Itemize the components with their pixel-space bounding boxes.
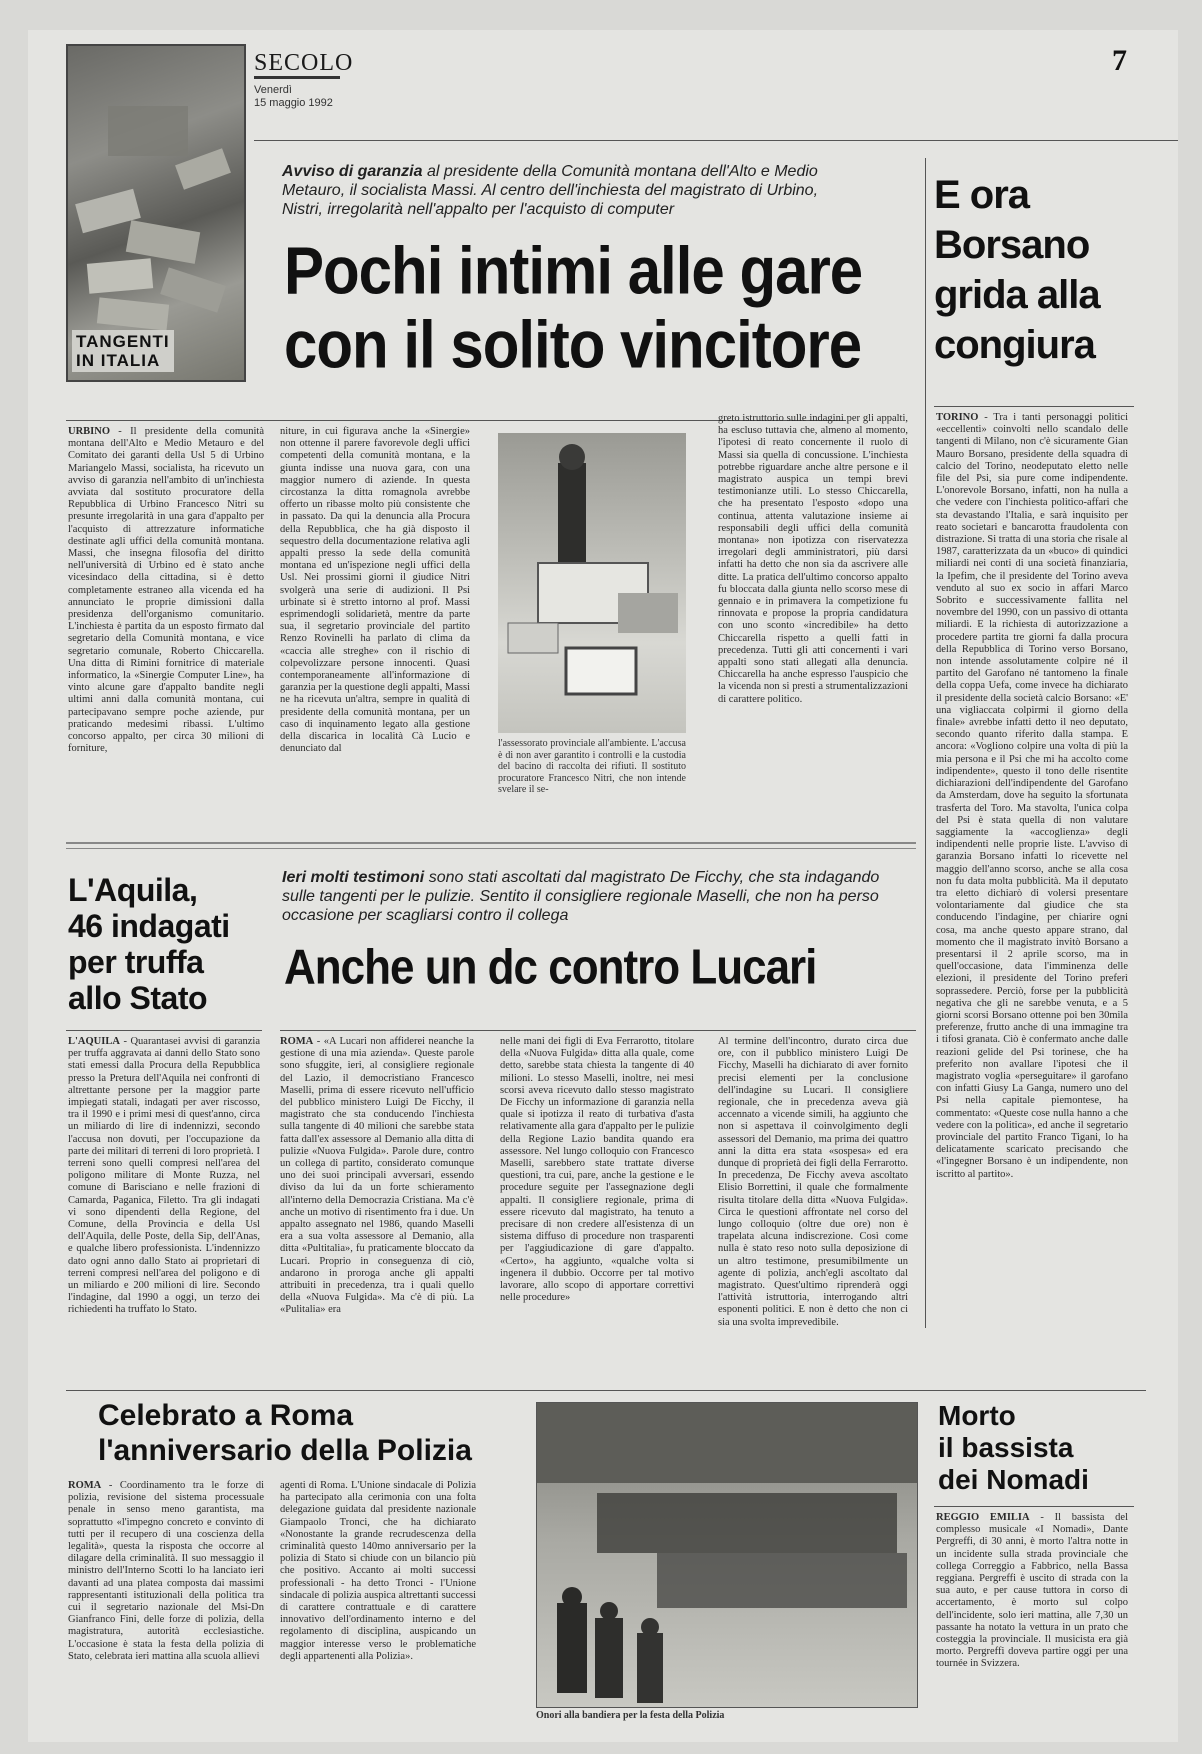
article1-kicker-lead: Avviso di garanzia xyxy=(282,163,423,180)
article6-top-rule xyxy=(934,1506,1134,1507)
article4-column-1 xyxy=(280,1036,474,1376)
computer-office-illustration xyxy=(498,433,686,733)
article6-headline-line2: il bassista xyxy=(938,1432,1074,1463)
right-column-rule xyxy=(925,158,926,1328)
article3-headline-line3: per truffa xyxy=(68,944,204,980)
article1-dateline: URBINO xyxy=(68,426,111,437)
police-parade-photo xyxy=(536,1402,918,1708)
police-parade-illustration xyxy=(537,1403,917,1707)
article2-headline-line1: E ora xyxy=(934,173,1030,217)
article6-dateline: REGGIO EMILIA xyxy=(936,1512,1030,1523)
mid-separator-rule-2 xyxy=(66,848,916,849)
article4-column-2: nelle mani dei figli di Eva Ferrarotto, titolare della «Nuova Fulgida» ditta alla quale, come detto, sarebbe stata chiesta la tangente di 40 milioni. Lo stesso Maselli, inoltre, nei mesi scorsi aveva ricevuto dallo stesso magistrato De Ficchy un informazione di garanzia nella quale si ipotizza il reato di turbativa d'asta relativamente alla gara d'appalto per le pulizie della Regione Lazio bandita quando era assessore. Nel lungo colloquio con Francesco Maselli, sarebbero state trattate diverse questioni, tra cui, pare, anche la gestione e le procedure seguite per l'assegnazione degli appalti. Il consigliere regionale, prima di essere ricevuto dal magistrato, ha tenuto a precisare di non credere all'esistenza di un sistema diffuso di procedure non trasparenti per l'aggiudicazione di gare d'appalto. «Certo», ha aggiunto, «qualche volta si ingenera il dubbio. Occorre per tal motivo lavorare, allo scopo di apportare correttivi nelle procedure» xyxy=(500,1036,694,1304)
section-label xyxy=(72,330,174,372)
article2-headline-line4: congiura xyxy=(934,323,1095,367)
article1-headline xyxy=(284,234,862,382)
newspaper-page xyxy=(28,30,1178,1742)
article2-headline-line2: Borsano xyxy=(934,223,1090,267)
article1-column-4: greto istruttorio sulle indagini per gli appalti, ha escluso tuttavia che, almeno al momento, l'ipotesi di reato concernente il ruolo di Massi sia quella di concussione. L'inchiesta potrebbe riguardare anche altre persone e il magistrato auspica un tempi brevi testimonianze utili. Lo stesso Chiccarella, che ha presentato l'esposto «dopo una continua, attenta valutazione insieme ai responsabili degli uffici della comunità montana» non ipotizza con riservatezza irregolari degli amministratori, più darsi infatti ha detto che non sia da ascrivere alle ditte. La pratica dell'ultimo concorso appalto fu bloccata dalla giunta nello scorso mese di gennaio e in primavera la competizione fu rinnovata e propose la propria candidatura con uno sconto «incredibile» ha detto Chiccarella rispetto a quelli fatti in precedenza. Tutti gli atti concernenti i vari appalti sono stati allegati alla denuncia. Chiccarella ha anche espresso l'auspicio che la vicenda non si presti a strumentalizzazioni di carattere politico. xyxy=(718,413,908,705)
article5-headline xyxy=(98,1398,472,1468)
article5-dateline: ROMA xyxy=(68,1480,102,1491)
article5-photo-caption: Onori alla bandiera per la festa della Polizia xyxy=(536,1710,725,1721)
article1-headline-line1: Pochi intimi alle gare xyxy=(284,232,863,308)
article6-column xyxy=(936,1512,1128,1732)
article4-column-3: Al termine dell'incontro, durato circa due ore, con il pubblico ministero Luigi De Ficchy, Maselli ha dichiarato di aver fornito precisi elementi per la conclusione dell'indagine su Lucari. Il consigliere regionale, che in precedenza aveva già accennato a vicende simili, ha aggiunto che non si aspettava il coinvolgimento degli assessori del Demanio, ma prima dei quattro anni la ditta era stata «sospesa» ed era dunque di proprietà dei figli della Ferrarotto. In precedenza, De Ficchy aveva ascoltato Elisio Borrettini, il quale che formalmente risulta titolare della ditta «Nuova Fulgida». Circa le questioni affrontate nel corso del lungo colloquio (oltre due ore) non è trapelata alcuna indiscrezione. Così come nulla è stato reso noto sulla deposizione di un altro testimone, presumibilmente un agente di polizia, anch'egli ascoltato dal magistrato. Quest'ultimo riprenderà oggi l'attività istruttoria, interrogando altri esponenti politici. E non è detto che non ci sia una svolta imprevedibile. xyxy=(718,1036,908,1328)
article2-column xyxy=(936,412,1128,1347)
article4-col1-text: - «A Lucari non affiderei neanche la gestione di una mia azienda». Queste parole sono sfuggite, ieri, al consigliere regionale del Lazio, il democristiano Francesco Maselli, prima di essere ricevuto nell'ufficio del pubblico ministero Luigi De Ficchy, il magistrato che sta conducendo l'inchiesta sulla tangente di 40 milioni che sarebbe stata fatta dall'ex assessore al Demanio alla ditta di pulizie «Nuova Fulgida». Parole dure, contro un collega di partito, considerato comunque uno dei suoi principali avversari, essendo diviso da lui da un forte schieramento all'interno della Democrazia Cristiana. Ma c'è anche un motivo di risentimento fra i due. Un appalto assegnato nel 1986, quando Maselli era a sua volta assessore al Demanio, alla ditta «Pultitalia», fu praticamente bloccato da Lucari. Proprio in conseguenza di ciò, andarono in proroga anche gli appalti attribuiti in precedenza, tra i quali quello della «Nuova Fulgida». Ma c'è di più. La «Pulitalia» era xyxy=(280,1036,474,1316)
article3-headline-line4: allo Stato xyxy=(68,980,208,1016)
article2-headline-line3: grida alla xyxy=(934,273,1100,317)
article5-col1-text: - Coordinamento tra le forze di polizia, revisione del sistema processuale penale in senso meno garantista, ma soprattutto «l'impegno concreto e convinto di tutti per il recupero di una coscienza della legalità», questa la risposta che occorre al dilagare della criminalità. Il suo messaggio il ministro dell'Interno Scotti lo ha lanciato ieri davanti ad una platea composta dai massimi rappresentanti istituzionali della politica tra cui il segretario nazionale del Msi-Dn Gianfranco Fini, delle forze di polizia, della magistratura, autorità ecclesiastiche. L'occasione è stata la festa della polizia di Stato, celebrata ieri mattina alla scuola allievi xyxy=(68,1480,264,1662)
article6-headline-line3: dei Nomadi xyxy=(938,1464,1089,1495)
article1-headline-line2: con il solito vincitore xyxy=(284,306,862,382)
article3-headline-line1: L'Aquila, xyxy=(68,872,198,908)
masthead-date: 15 maggio 1992 xyxy=(254,97,333,109)
article3-headline xyxy=(68,872,230,1016)
masthead-day: Venerdì xyxy=(254,84,292,96)
masthead-paper-name: SECOLO xyxy=(254,50,354,76)
article4-dateline: ROMA xyxy=(280,1036,314,1047)
article4-kicker-lead: Ieri molti testimoni xyxy=(282,869,425,886)
article6-text: - Il bassista del complesso musicale «I Nomadi», Dante Pergreffi, di 30 anni, è morto l'altra notte in un incidente sulla strada provinciale che collega Correggio a Fabbrico, nella Bassa reggiana. Pergreffi è uscito di strada con la sua auto, e per cause tuttora in corso di accertamento, è morto sul colpo dell'incidente, solo ieri mattina, alle 7,30 un passante ha notato la vettura in un prato che costeggia la provinciale. Il musicista era già morto. Pergreffi doveva partire oggi per una tournée in Svizzera. xyxy=(936,1512,1128,1670)
article1-col1-text: - Il presidente della comunità montana dell'Alto e Medio Metauro e del Comitato dei garanti della Usl 5 di Urbino Mariangelo Massi, socialista, ha ricevuto un avviso di garanzia nell'ambito di un'inchiesta avviata dal sostituto procuratore della Repubblica di Urbino Francesco Nitri su presunte irregolarità in una gara d'appalto per l'acquisto di attrezzature informatiche destinate agli uffici della comunità montana. Massi, che insegna filosofia del diritto nell'università di Urbino ed è stato anche vicesindaco della cittadina, si è detto completamente estraneo alla vicenda ed ha annunciato le proprie dimissioni dalla presidenza dell'organismo comunitario. L'inchiesta è partita da un esposto firmato dal segretario della Comunità montana, e vice segretario comunale, Roberto Chiccarella. Una ditta di Rimini fornitrice di materiale informatico, la «Sinergie Computer Line», ha vinto alcune gare d'appalto bandite negli ultimi anni dalla comunità montana, cui partecipavano sempre poche aziende, pur praticando medesimi ribassi. L'ultimo concorso appalto, per circa 30 milioni di forniture, xyxy=(68,426,264,755)
article4-top-rule xyxy=(280,1030,916,1031)
article1-column-1 xyxy=(68,426,264,826)
tangenti-section-photo xyxy=(66,44,246,382)
article1-kicker-rest: al presidente della Comunità montana dell'Alto e Medio Metauro, il socialista Massi. Al centro dell'inchiesta del magistrato di Urbino, Nistri, irregolarità nell'appalto per l'acquisto di computer xyxy=(282,163,819,218)
article3-column xyxy=(68,1036,260,1376)
lower-section-rule xyxy=(66,1390,1146,1391)
article3-top-rule xyxy=(66,1030,262,1031)
masthead-rule xyxy=(254,140,1178,141)
article2-top-rule xyxy=(934,406,1134,407)
article1-column-2: niture, in cui figurava anche la «Sinergie» non ottenne il parere favorevole degli uffici competenti della comunità montana, e la giunta indisse una nuova gara, con una maggior numero di aziende. In questa circostanza la ditta romagnola avrebbe offerto un ribasse molto più consistente che in passato. Da qui la denuncia alla Procura della Repubblica, che ha già disposto il sequestro della documentazione relativa agli appalti presso la sede della comunità montana ed un'ispezione negli uffici della Usl. Nei prossimi giorni il giudice Nitri svolgerà una serie di audizioni. Il Psi urbinate si è stretto intorno al prof. Massi esprimendogli solidarietà, mentre da parte sua, il segretario provinciale del partito Renzo Rovinelli ha parlato di clima da «caccia alle streghe» con il rischio di colpevolizzare persone innocenti. Quasi contemporaneamente all'informazione di garanzia per la questione degli appalti, Massi ne ha ricevuta un'altra, sempre in qualità di presidente della comunità montana, per un caso di inquinamento legato alla gestione della discarica in località Cà Lucio e denunciato dal xyxy=(280,426,470,755)
mid-separator-rule-1 xyxy=(66,842,916,844)
article6-headline-line1: Morto xyxy=(938,1400,1016,1431)
article2-headline xyxy=(934,170,1100,370)
masthead-underline xyxy=(254,76,340,79)
article4-kicker xyxy=(282,868,882,925)
article5-column-2: agenti di Roma. L'Unione sindacale di Polizia ha partecipato alla cerimonia con una folta delegazione guidata dal presidente nazionale Giampaolo Tronci, che ha dichiarato «Nonostante la grande recrudescenza della criminalità questo 140mo anniversario per la polizia di Stato si chiude con un bilancio più che positivo. Accanto ai molti successi professionali - ha detto Tronci - l'Unione sindacale di polizia auspica altrettanti successi di carattere contrattuale e di carattere innovativo dell'ordinamento interno e del regolamento di disciplina, auspicando un maggior interesse verso le problematiche degli appartenenti alla Polizia». xyxy=(280,1480,476,1662)
article3-text: - Quarantasei avvisi di garanzia per truffa aggravata ai danni dello Stato sono stati emessi dalla Procura della Repubblica presso la Pretura dell'Aquila nei confronti di altrettante persone per la maggior parte impiegati statali, indagati per aver riscosso, tra il 1990 e i primi mesi di quest'anno, circa un miliardo di lire di indennizzi, secondo l'accusa non dovuti, per l'occupazione da parte dei militari di terreni di loro proprietà. I terreni sono quelli compresi nell'area del poligono militare di Monte Ruzza, nel comune di Barisciano e nelle frazioni di Camarda, Paganica, Filetto. Tra gli indagati vi sono dipendenti della Regione, del Comune, della Provincia e della Usl dell'Aquila, delle Poste, della Sip, dell'Anas, e qualche libero professionista. L'indennizzo dato ogni anno dallo Stato ai proprietari di terreni compresi nell'area del poligono e di un miliardo e 200 milioni di lire. Secondo l'indagine, dal 1990 a oggi, un terzo dei richiedenti ha truffato lo Stato. xyxy=(68,1036,260,1316)
article4-kicker-rest: sono stati ascoltati dal magistrato De Ficchy, che sta indagando sulle tangenti per le pulizie. Sentito il consigliere regionale Maselli, che non ha perso occasione per scagliarsi contro il collega xyxy=(282,869,880,924)
article3-dateline: L'AQUILA xyxy=(68,1036,120,1047)
article1-kicker xyxy=(282,162,842,219)
article3-headline-line2: 46 indagati xyxy=(68,908,230,944)
computer-office-photo xyxy=(498,433,686,733)
article2-dateline: TORINO xyxy=(936,412,979,423)
article5-headline-line1: Celebrato a Roma xyxy=(98,1399,354,1432)
article2-text: - Tra i tanti personaggi politici «eccellenti» coinvolti nello scandalo delle tangenti di Milano, non c'è sicuramente Gian Mauro Borsano, presidente della squadra di calcio del Torino, neodeputato eletto nelle file del Psi, sia pure come indipendente. L'onorevole Borsano, infatti, non ha nulla a che vedere con l'inchiesta politico-affari che sta devastando l'Italia, e sarà inquisito per reato societari e bancarotta fraudolenta con distrazione. Si tratta di una storia che risale al 1987, caratterizzata da un «buco» di quindici miliardi nei conti di una società finanziaria, la Ipefim, che il presidente del Torino aveva venduto al suo ex socio in affari Marco Sobrito e successivamente fallita nel novembre del 1990, con un passivo di ottanta miliardi. E la richiesta di autorizzazione a procedere partita tre giorni fa dalla procura della Repubblica di Torino verso Borsano, non intende assolutamente colpire né il partito del Garofano né tantomeno la finale della coppa Uefa, come invece ha dichiarato il presidente della società calcio Borsano: «E' una vigliaccata colpirmi il giorno della finale» avrebbe infatti detto il neo deputato, secondo quanto riferito dalla stampa. E ancora: «Vogliono colpire una volta di più la mia persona e il Psi che mi ha accolto come indipendente», questo il tono delle risentite dichiarazioni dell'indipendente del Garofano da Amsterdam, dove ha seguito la sfortunata trasferta del Toro. Ma stavolta, l'unica colpa del Psi è stata quella di non valutare saggiamente la «accoglienza» degli indipendenti nelle proprie liste. L'avviso di garanzia Borsano infatti lo ricevette nel maggio dell'anno scorso, anche se alla cosa non fu data molta pubblicità. Ma il deputato tra eletto dichiarò di volersi presentare volontariamente dal giudice che sta conducendo l'indagine, per chiarire ogni cosa, ma anche questo appare strano, dal momento che il magistrato invitò Borsano a presentarsi il 2 aprile scorso, ma in quell'occasione, data l'imminenza delle elezioni, il presidente del Torino preferì soprassedere. Perciò, forse per la pubblicità negativa che gli ne sarebbe venuta, e a 5 giorni scorsi Borsano ottenne poi ben 30mila preferenze, frutto anche di una immagine tra i tifosi granata. Ciò è confermato anche dalle reazioni gelide del Psi torinese, che ha preferito non avallare l'ipotesi che il magistrato voglia «perseguitare» il garofano con infatti Giusy La Ganga, numero uno del Psi nella capitale piemontese, ha commentato: «Queste cose nulla hanno a che vedere con la politica», ed anche il segretario provinciale del partito Franco Tigani, lo ha delicatamente scaricato precisando che «l'ingegner Borsano è un indipendente, non iscritto al partito». xyxy=(936,412,1128,1180)
article5-column-1 xyxy=(68,1480,264,1730)
article5-headline-line2: l'anniversario della Polizia xyxy=(98,1434,472,1467)
article4-headline: Anche un dc contro Lucari xyxy=(284,940,817,995)
section-label-line1: TANGENTI xyxy=(76,332,170,351)
article6-headline xyxy=(938,1400,1089,1496)
article1-photo-caption: l'assessorato provinciale all'ambiente. L'accusa è di non aver garantito i controlli e la custodia del bacino di raccolta dei rifiuti. Il sostituto procuratore Francesco Nitri, che non intende svelare il se- xyxy=(498,738,686,795)
page-number: 7 xyxy=(1112,44,1127,77)
section-label-line2: IN ITALIA xyxy=(76,351,161,370)
